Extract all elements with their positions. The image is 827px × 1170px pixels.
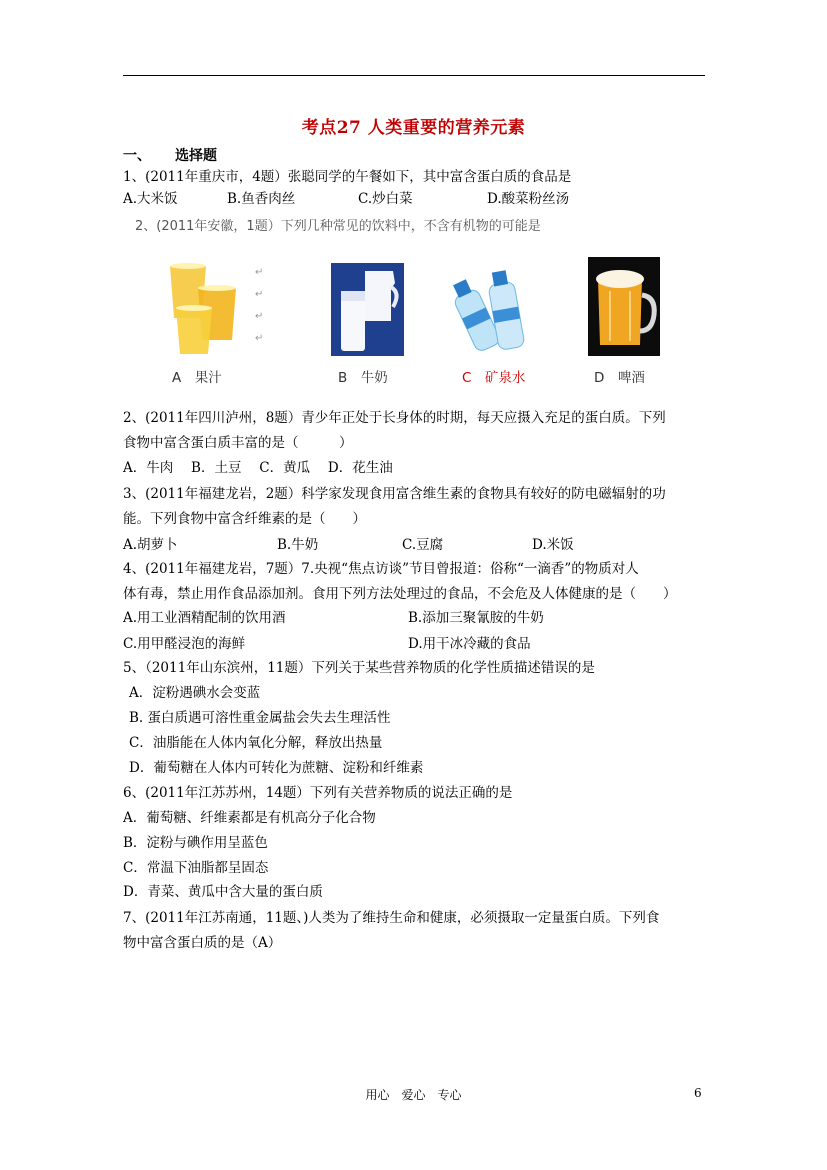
question-5-stem: 5、（2011年山东滨州，11题）下列关于某些营养物质的化学性质描述错误的是 bbox=[123, 660, 595, 676]
q6-option-c: C．常温下油脂都呈固态 bbox=[123, 860, 269, 876]
milk-image bbox=[331, 263, 404, 356]
question-3-stem-line-1: 3、(2011年福建龙岩，2题）科学家发现食用富含维生素的食物具有较好的防电磁辐射的功 bbox=[123, 486, 666, 502]
q6-option-d: D．青菜、黄瓜中含大量的蛋白质 bbox=[123, 884, 323, 900]
question-2-stem-line-2: 食物中富含蛋白质丰富的是（ ） bbox=[123, 435, 353, 451]
question-7-stem-line-2: 物中富含蛋白质的是（A） bbox=[123, 935, 282, 951]
caption-mineral-water: C 矿泉水 bbox=[462, 370, 526, 386]
q6-option-b: B．淀粉与碘作用呈蓝色 bbox=[123, 835, 268, 851]
caption-juice: A 果汁 bbox=[172, 370, 222, 386]
question-3-stem-line-2: 能。下列食物中富含纤维素的是（ ） bbox=[123, 511, 366, 527]
q5-option-a: A．淀粉遇碘水会变蓝 bbox=[129, 685, 261, 701]
question-2-options: A．牛肉 B．土豆 C．黄瓜 D．花生油 bbox=[123, 460, 393, 476]
question-2-stem-line-1: 2、(2011年四川泸州，8题）青少年正处于长身体的时期，每天应摄入充足的蛋白质。下列 bbox=[123, 410, 666, 426]
q3-option-a: A.胡萝卜 bbox=[123, 537, 178, 553]
return-mark: ↵ bbox=[255, 333, 264, 344]
q1-option-b: B.鱼香肉丝 bbox=[227, 191, 296, 207]
question-6-stem: 6、(2011年江苏苏州，14题）下列有关营养物质的说法正确的是 bbox=[123, 785, 513, 801]
page-footer: 用心 爱心 专心 bbox=[365, 1088, 462, 1102]
q1-option-a: A.大米饭 bbox=[123, 191, 178, 207]
return-mark: ↵ bbox=[255, 311, 264, 322]
q3-option-d: D.米饭 bbox=[532, 537, 574, 553]
question-4-stem-line-1: 4、(2011年福建龙岩，7题）7.央视“焦点访谈”节目曾报道：俗称“一滴香”的物质对人 bbox=[123, 561, 639, 577]
page-title: 考点27 人类重要的营养元素 bbox=[301, 118, 526, 138]
q3-option-b: B.牛奶 bbox=[277, 537, 319, 553]
caption-beer: D 啤酒 bbox=[594, 370, 645, 386]
caption-milk: B 牛奶 bbox=[338, 370, 388, 386]
q3-option-c: C.豆腐 bbox=[402, 537, 444, 553]
q5-option-b: B. 蛋白质遇可溶性重金属盐会失去生理活性 bbox=[129, 710, 391, 726]
q4-option-a: A.用工业酒精配制的饮用酒 bbox=[123, 610, 286, 626]
question-1-stem: 1、(2011年重庆市，4题）张聪同学的午餐如下，其中富含蛋白质的食品是 bbox=[123, 169, 572, 185]
section-label: 选择题 bbox=[175, 148, 217, 164]
juice-image bbox=[158, 258, 244, 356]
q1-option-d: D.酸菜粉丝汤 bbox=[487, 191, 570, 207]
question-7-stem-line-1: 7、(2011年江苏南通，11题、)人类为了维持生命和健康，必须摄取一定量蛋白质。下列食 bbox=[123, 910, 660, 926]
page-number: 6 bbox=[694, 1086, 702, 1100]
q1-option-c: C.炒白菜 bbox=[358, 191, 413, 207]
return-mark: ↵ bbox=[255, 289, 264, 300]
image-question-stem: 2、(2011年安徽，1题）下列几种常见的饮料中，不含有机物的可能是 bbox=[135, 219, 541, 234]
return-mark: ↵ bbox=[255, 267, 264, 278]
q4-option-d: D.用干冰冷藏的食品 bbox=[408, 636, 531, 652]
header-rule bbox=[123, 75, 705, 76]
section-heading bbox=[123, 145, 217, 165]
q4-option-b: B.添加三聚氰胺的牛奶 bbox=[408, 610, 544, 626]
beer-image bbox=[588, 257, 660, 356]
mineral-water-image bbox=[445, 263, 530, 356]
q6-option-a: A．葡萄糖、纤维素都是有机高分子化合物 bbox=[123, 810, 376, 826]
section-number: 一、 bbox=[123, 148, 151, 164]
q4-option-c: C.用甲醛浸泡的海鲜 bbox=[123, 636, 246, 652]
question-4-stem-line-2: 体有毒，禁止用作食品添加剂。食用下列方法处理过的食品，不会危及人体健康的是（ ） bbox=[123, 586, 677, 602]
q5-option-d: D．葡萄糖在人体内可转化为蔗糖、淀粉和纤维素 bbox=[129, 760, 424, 776]
q5-option-c: C．油脂能在人体内氧化分解，释放出热量 bbox=[129, 735, 383, 751]
